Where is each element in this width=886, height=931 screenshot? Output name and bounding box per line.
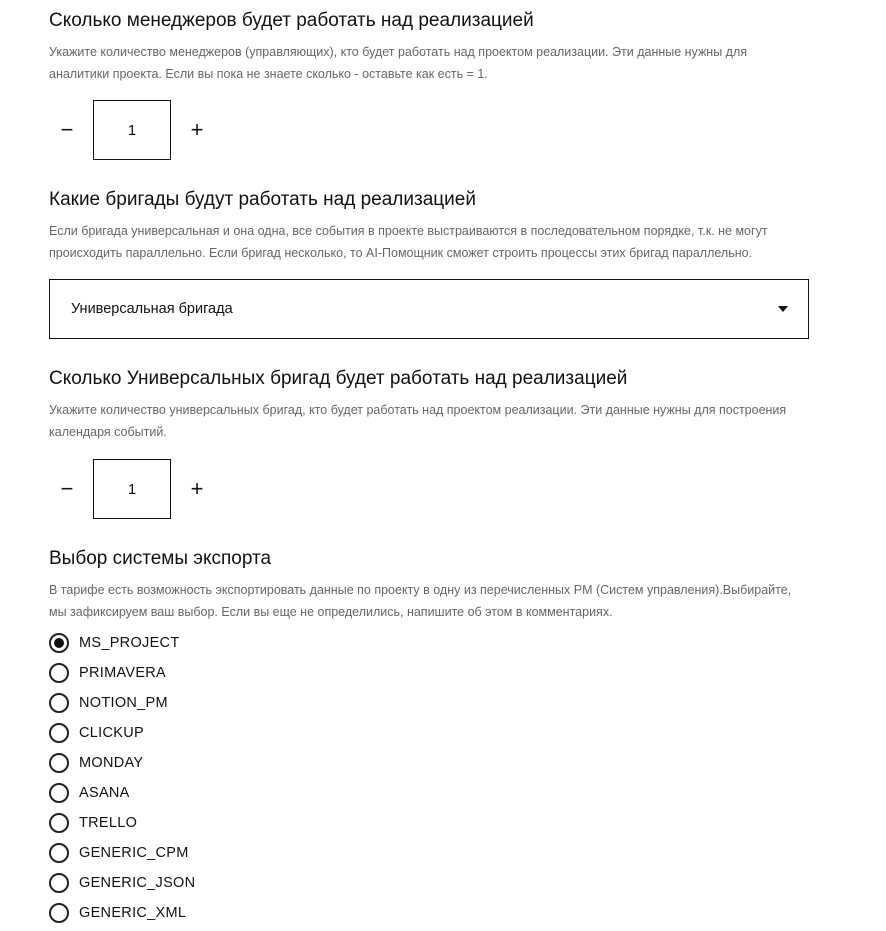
export-option-monday[interactable] (49, 748, 195, 778)
brigade-type-title: Какие бригады будут работать над реализацией (49, 189, 476, 210)
export-option-label: GENERIC_CPM (79, 845, 189, 861)
brigade-type-description: Если бригада универсальная и она одна, все события в проекте выстраиваются в последовательном порядке, т.к. не могут происходить параллельно. Если бригад несколько, то AI-Помощник сможет строить процессы этих бригад параллельно. (49, 224, 768, 260)
export-option-label: MONDAY (79, 755, 144, 771)
export-option-ms-project[interactable] (49, 628, 195, 658)
managers-section (49, 9, 809, 85)
export-option-label: NOTION_PM (79, 695, 168, 711)
export-option-asana[interactable] (49, 778, 195, 808)
export-option-generic-json[interactable] (49, 868, 195, 898)
radio-unchecked-icon[interactable] (49, 693, 69, 713)
export-radio-group (49, 628, 195, 928)
export-title: Выбор системы экспорта (49, 548, 272, 569)
export-option-trello[interactable] (49, 808, 195, 838)
managers-description: Укажите количество менеджеров (управляющих), кто будет работать над проектом реализации. Эти данные нужны для аналитики проекта. Если вы пока не знаете сколько - оставьте как есть = 1. (49, 45, 748, 81)
export-option-label: GENERIC_JSON (79, 875, 196, 891)
universal-count-section (49, 367, 809, 443)
radio-unchecked-icon[interactable] (49, 843, 69, 863)
export-option-label: MS_PROJECT (79, 635, 180, 651)
export-option-generic-xml[interactable] (49, 898, 195, 928)
export-option-label: PRIMAVERA (79, 665, 167, 681)
managers-increment-button[interactable]: + (190, 117, 204, 142)
managers-stepper (49, 100, 215, 160)
export-option-label: ASANA (79, 785, 130, 801)
export-option-label: GENERIC_XML (79, 905, 187, 921)
brigade-type-section (49, 188, 809, 264)
managers-decrement-button[interactable]: − (60, 117, 74, 142)
radio-unchecked-icon[interactable] (49, 783, 69, 803)
radio-unchecked-icon[interactable] (49, 753, 69, 773)
radio-unchecked-icon[interactable] (49, 873, 69, 893)
export-option-primavera[interactable] (49, 658, 195, 688)
managers-quantity-input[interactable]: 1 (93, 100, 171, 160)
radio-unchecked-icon[interactable] (49, 723, 69, 743)
universal-count-quantity-input[interactable]: 1 (93, 459, 171, 519)
export-section (49, 547, 809, 623)
radio-unchecked-icon[interactable] (49, 813, 69, 833)
export-option-label: CLICKUP (79, 725, 144, 741)
export-option-label: TRELLO (79, 815, 138, 831)
universal-count-description: Укажите количество универсальных бригад, кто будет работать над проектом реализации. Эти данные нужны для построения календаря событий. (49, 403, 787, 439)
brigade-type-select[interactable] (49, 279, 809, 339)
export-option-notion-pm[interactable] (49, 688, 195, 718)
brigade-type-selected-value: Универсальная бригада (71, 301, 233, 317)
universal-count-stepper (49, 459, 215, 519)
radio-unchecked-icon[interactable] (49, 663, 69, 683)
chevron-down-icon (778, 306, 788, 312)
export-option-generic-cpm[interactable] (49, 838, 195, 868)
universal-count-decrement-button[interactable]: − (60, 476, 74, 501)
radio-unchecked-icon[interactable] (49, 903, 69, 923)
export-option-clickup[interactable] (49, 718, 195, 748)
radio-checked-icon[interactable] (49, 633, 69, 653)
managers-title: Сколько менеджеров будет работать над реализацией (49, 10, 534, 31)
universal-count-title: Сколько Универсальных бригад будет работать над реализацией (49, 368, 628, 389)
universal-count-increment-button[interactable]: + (190, 476, 204, 501)
export-description: В тарифе есть возможность экспортировать данные по проекту в одну из перечисленных PM (Систем управления).Выбирайте, мы зафиксируем ваш выбор. Если вы еще не определились, напишите об этом в комментариях. (49, 583, 792, 619)
